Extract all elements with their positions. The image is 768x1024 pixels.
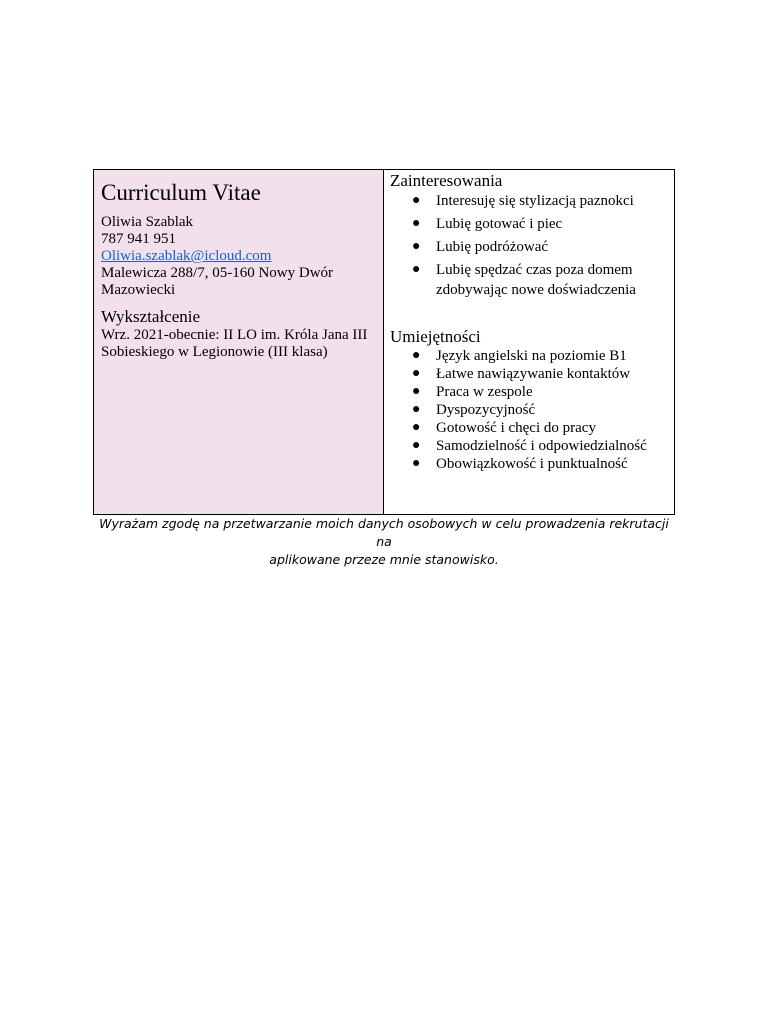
phone-number: 787 941 951 (101, 231, 176, 247)
bullet-icon: ● (412, 366, 421, 381)
education-line-2: Sobieskiego w Legionowie (III klasa) (101, 344, 328, 360)
skill-text: Dyspozycyjność (436, 402, 536, 418)
email-link[interactable]: Oliwia.szablak@icloud.com (101, 248, 272, 264)
bullet-icon: ● (412, 216, 421, 231)
full-name: Oliwia Szablak (101, 214, 194, 230)
skill-text: Język angielski na poziomie B1 (436, 348, 627, 364)
education-line-1: Wrz. 2021-obecnie: II LO im. Króla Jana III (101, 327, 368, 343)
address-line-1: Malewicza 288/7, 05-160 Nowy Dwór (101, 265, 334, 281)
bullet-icon: ● (412, 420, 421, 435)
list-item (412, 419, 668, 437)
skill-text: Gotowość i chęci do pracy (436, 420, 596, 436)
address-line-2: Mazowiecki (101, 282, 176, 298)
personal-column (94, 170, 384, 514)
bullet-icon: ● (412, 384, 421, 399)
bullet-icon: ● (412, 456, 421, 471)
cv-title: Curriculum Vitae (101, 180, 261, 205)
list-item (412, 455, 668, 473)
bullet-icon: ● (412, 348, 421, 363)
skill-text: Łatwe nawiązywanie kontaktów (436, 366, 631, 382)
list-item (412, 237, 668, 257)
interest-text: Interesuję się stylizacją paznokci (436, 193, 634, 209)
bullet-icon: ● (412, 438, 421, 453)
bullet-icon: ● (412, 402, 421, 417)
list-item (412, 365, 668, 383)
skill-text: Praca w zespole (436, 384, 533, 400)
consent-note (93, 515, 675, 569)
interest-text: Lubię gotować i piec (436, 216, 563, 232)
skills-heading: Umiejętności (390, 327, 481, 346)
consent-line-1: Wyrażam zgodę na przetwarzanie moich danych osobowych w celu prowadzenia rekrutacji na (99, 516, 669, 549)
list-item (412, 401, 668, 419)
cv-table (93, 169, 675, 515)
email-row (101, 248, 377, 265)
list-item (412, 383, 668, 401)
skills-list (390, 347, 668, 473)
list-item (412, 437, 668, 455)
interests-list (390, 191, 668, 300)
interest-text: Lubię podróżować (436, 239, 549, 255)
list-item (412, 260, 668, 300)
bullet-icon: ● (412, 239, 421, 254)
list-item (412, 191, 668, 211)
bullet-icon: ● (412, 262, 421, 277)
interest-text: Lubię spędzać czas poza domem zdobywając nowe doświadczenia (436, 262, 636, 298)
bullet-icon: ● (412, 193, 421, 208)
skill-text: Obowiązkowość i punktualność (436, 456, 628, 472)
education-heading: Wykształcenie (101, 307, 201, 326)
skill-text: Samodzielność i odpowiedzialność (436, 438, 647, 454)
list-item (412, 214, 668, 234)
consent-line-2: aplikowane przeze mnie stanowisko. (269, 552, 499, 567)
interests-heading: Zainteresowania (390, 171, 503, 190)
interests-skills-column (384, 170, 674, 514)
list-item (412, 347, 668, 365)
